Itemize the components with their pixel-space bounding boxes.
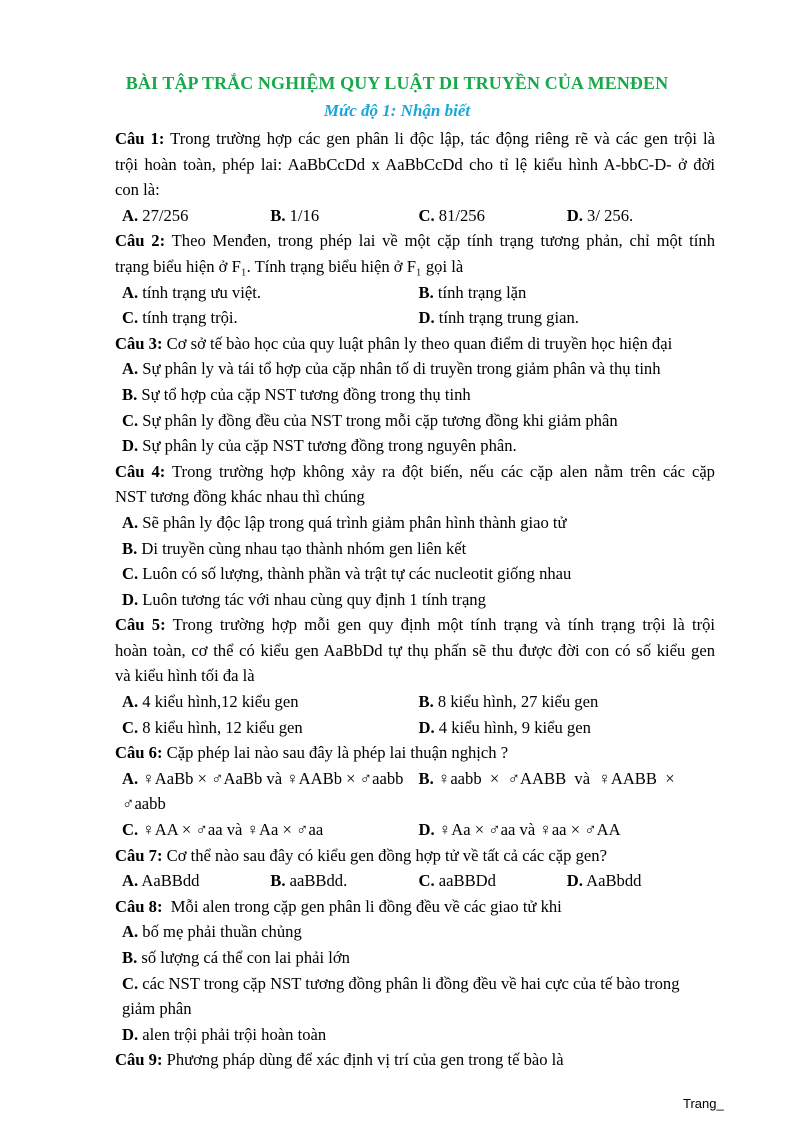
option-letter: D.: [418, 820, 435, 840]
option-letter: A.: [122, 282, 139, 302]
question-7-label: Câu 7:: [115, 845, 163, 865]
question-6-label: Câu 6:: [115, 743, 163, 763]
option-letter: C.: [122, 717, 139, 737]
option-d: [115, 587, 715, 613]
option-letter: D.: [122, 436, 139, 456]
question-7-text: Cơ thể nào sau đây có kiểu gen đồng hợp tử về tất cả các cặp gen?: [162, 845, 607, 865]
option-letter: D.: [418, 308, 435, 328]
question-5-line: [115, 612, 715, 638]
option-c: [122, 715, 419, 741]
question-4-label: Câu 4:: [115, 461, 166, 481]
option-b: [419, 766, 716, 792]
option-d: [419, 817, 716, 843]
option-letter: D.: [566, 871, 583, 891]
option-text: tính trạng ưu việt.: [138, 282, 261, 302]
option-b: [115, 382, 715, 408]
question-5-line: hoàn toàn, cơ thể có kiểu gen AaBbDd tự thụ phấn sẽ thu được đời con có số kiểu gen: [115, 640, 715, 660]
question-6-text: Cặp phép lai nào sau đây là phép lai thuận nghịch ?: [162, 743, 509, 763]
option-c: [419, 203, 567, 229]
option-text: Sẽ phân ly độc lập trong quá trình giảm phân hình thành giao tử: [138, 512, 567, 532]
option-text: alen trội phải trội hoàn toàn: [138, 1024, 327, 1044]
question-1-line: trội hoàn toàn, phép lai: AaBbCcDd x AaBbCcDd cho tỉ lệ kiểu hình A-bbC-D- ở đời: [115, 154, 715, 174]
option-a: [115, 356, 715, 382]
option-d: [115, 433, 715, 459]
option-text: 1/16: [285, 205, 320, 225]
option-b: [419, 280, 716, 306]
option-a: [122, 766, 419, 792]
option-b: [115, 945, 715, 971]
option-letter: D.: [122, 589, 139, 609]
question-2-options-row: [115, 305, 715, 331]
option-text: ♀Aa × ♂aa và ♀aa × ♂AA: [434, 820, 621, 840]
question-5-line: và kiểu hình tối đa là: [115, 666, 255, 686]
option-a: [122, 203, 270, 229]
option-letter: A.: [122, 512, 139, 532]
option-letter: B.: [418, 282, 434, 302]
option-text: 4 kiểu hình, 9 kiểu gen: [434, 717, 591, 737]
option-c: [115, 971, 715, 997]
question-3-label: Câu 3:: [115, 333, 163, 353]
difficulty-level: Mức độ 1: Nhận biết: [323, 101, 471, 120]
option-a: [122, 689, 419, 715]
question-7-options: [115, 868, 715, 894]
question-2-line: [115, 228, 715, 254]
option-a: [122, 280, 419, 306]
question-5-options-row: [115, 715, 715, 741]
question-5-label: Câu 5:: [115, 615, 166, 635]
question-list: [115, 126, 715, 1073]
option-text: bố mẹ phải thuần chủng: [138, 922, 302, 942]
option-letter: B.: [270, 205, 286, 225]
question-3-text: Cơ sở tế bào học của quy luật phân ly theo quan điểm di truyền học hiện đại: [162, 333, 673, 353]
option-letter: B.: [122, 538, 138, 558]
question-2-line: trạng biểu hiện ở F₁. Tính trạng biểu hiện ở F₁ gọi là: [115, 256, 464, 276]
option-letter: C.: [418, 205, 435, 225]
option-text: aaBBDd: [434, 871, 496, 891]
option-b: [270, 868, 418, 894]
question-6-line: [115, 740, 715, 766]
option-c: [419, 868, 567, 894]
option-letter: C.: [122, 564, 139, 584]
option-b: [270, 203, 418, 229]
option-letter: A.: [122, 692, 139, 712]
option-a: [122, 868, 270, 894]
option-text: Luôn có số lượng, thành phần và trật tự các nucleotit giống nhau: [138, 564, 572, 584]
option-letter: C.: [122, 820, 139, 840]
question-1-text: Trong trường hợp các gen phân li độc lập, tác động riêng rẽ và các gen trội là: [164, 129, 715, 148]
option-letter: C.: [122, 308, 139, 328]
option-letter: D.: [122, 1024, 139, 1044]
option-text: 4 kiểu hình,12 kiểu gen: [138, 692, 299, 712]
option-d: [567, 203, 715, 229]
document-title: BÀI TẬP TRẮC NGHIỆM QUY LUẬT DI TRUYỀN CỦA MENĐEN: [125, 73, 669, 93]
option-text: tính trạng trội.: [138, 308, 238, 328]
option-c: [115, 408, 715, 434]
option-letter: B.: [122, 948, 138, 967]
question-1-line: con là:: [115, 180, 160, 200]
option-letter: B.: [418, 692, 434, 712]
option-text: 27/256: [138, 205, 189, 225]
question-9-line: [115, 1047, 715, 1073]
option-text: aaBBdd.: [285, 871, 348, 891]
option-c: [122, 305, 419, 331]
option-text: 8 kiểu hình, 27 kiểu gen: [433, 692, 599, 712]
option-text: Sự phân ly và tái tổ hợp của cặp nhân tố di truyền trong giảm phân và thụ tinh: [138, 359, 661, 379]
question-4-line: NST tương đồng khác nhau thì chúng: [115, 487, 365, 507]
option-text: Sự tổ hợp của cặp NST tương đồng trong thụ tinh: [137, 384, 471, 404]
option-text: Sự phân ly đồng đều của NST trong mỗi cặp tương đồng khi giảm phân: [138, 410, 618, 430]
option-text: 8 kiểu hình, 12 kiểu gen: [138, 717, 303, 737]
option-letter: C.: [122, 410, 139, 430]
question-1-line: [115, 126, 715, 152]
option-text: AaBbdd: [582, 871, 642, 891]
option-d: [419, 715, 716, 741]
option-letter: D.: [566, 205, 583, 225]
question-4-line: [115, 459, 715, 485]
option-letter: B.: [270, 871, 286, 891]
option-text: AaBBdd: [138, 871, 200, 891]
question-5-text: Trong trường hợp mỗi gen quy định một tính trạng và tính trạng trội là trội: [165, 615, 715, 635]
option-text: tính trạng lặn: [433, 282, 527, 302]
option-a: [115, 510, 715, 536]
question-8-label: Câu 8:: [115, 896, 163, 916]
option-letter: C.: [122, 973, 139, 993]
question-6-options-row: [115, 766, 715, 792]
question-8-text: Mỗi alen trong cặp gen phân li đồng đều về các giao tử khi: [162, 896, 562, 916]
option-text: Sự phân ly của cặp NST tương đồng trong nguyên phân.: [138, 436, 517, 456]
option-a: [115, 919, 715, 945]
option-text: các NST trong cặp NST tương đồng phân li đồng đều về hai cực của tế bào trong: [138, 973, 680, 993]
question-9-text: Phương pháp dùng để xác định vị trí của gen trong tế bào là: [162, 1050, 564, 1070]
question-7-line: [115, 843, 715, 869]
option-letter: C.: [418, 871, 435, 891]
question-1-options: [115, 203, 715, 229]
option-text: tính trạng trung gian.: [434, 308, 579, 328]
option-letter: D.: [418, 717, 435, 737]
option-letter: B.: [122, 384, 138, 404]
question-6-options-row: [115, 817, 715, 843]
option-letter: A.: [122, 205, 139, 225]
option-b: [419, 689, 716, 715]
question-4-text: Trong trường hợp không xảy ra đột biến, nếu các cặp alen nằm trên các cặp: [165, 461, 715, 481]
option-b: [115, 536, 715, 562]
option-c: [122, 817, 419, 843]
option-letter: A.: [122, 768, 139, 788]
option-b-continuation: ♂aabb: [122, 794, 166, 814]
option-d: [419, 305, 716, 331]
option-c: [115, 561, 715, 587]
question-2-text: Theo Menđen, trong phép lai về một cặp tính trạng tương phản, chỉ một tính: [165, 231, 715, 251]
option-text: ♀aabb × ♂AABB và ♀AABB ×: [433, 768, 675, 788]
option-text: 3/ 256.: [582, 205, 634, 225]
option-text: ♀AA × ♂aa và ♀Aa × ♂aa: [138, 820, 324, 840]
question-1-label: Câu 1:: [115, 129, 165, 148]
option-text: ♀AaBb × ♂AaBb và ♀AABb × ♂aabb: [138, 768, 404, 788]
option-letter: A.: [122, 922, 139, 942]
question-5-options-row: [115, 689, 715, 715]
option-text: Luôn tương tác với nhau cùng quy định 1 tính trạng: [138, 589, 486, 609]
question-2-label: Câu 2:: [115, 231, 166, 251]
question-2-options-row: [115, 280, 715, 306]
option-text: 81/256: [434, 205, 485, 225]
option-d: [567, 868, 715, 894]
option-letter: B.: [418, 768, 434, 788]
page-number-label: Trang_: [683, 1096, 724, 1111]
option-letter: A.: [122, 359, 139, 379]
option-c-continuation: giảm phân: [122, 999, 192, 1019]
question-9-label: Câu 9:: [115, 1050, 163, 1070]
option-text: số lượng cá thể con lai phải lớn: [137, 948, 350, 967]
option-d: [115, 1022, 715, 1048]
option-letter: A.: [122, 871, 139, 891]
question-3-line: [115, 331, 715, 357]
option-text: Di truyền cùng nhau tạo thành nhóm gen liên kết: [137, 538, 467, 558]
question-8-line: [115, 894, 715, 920]
